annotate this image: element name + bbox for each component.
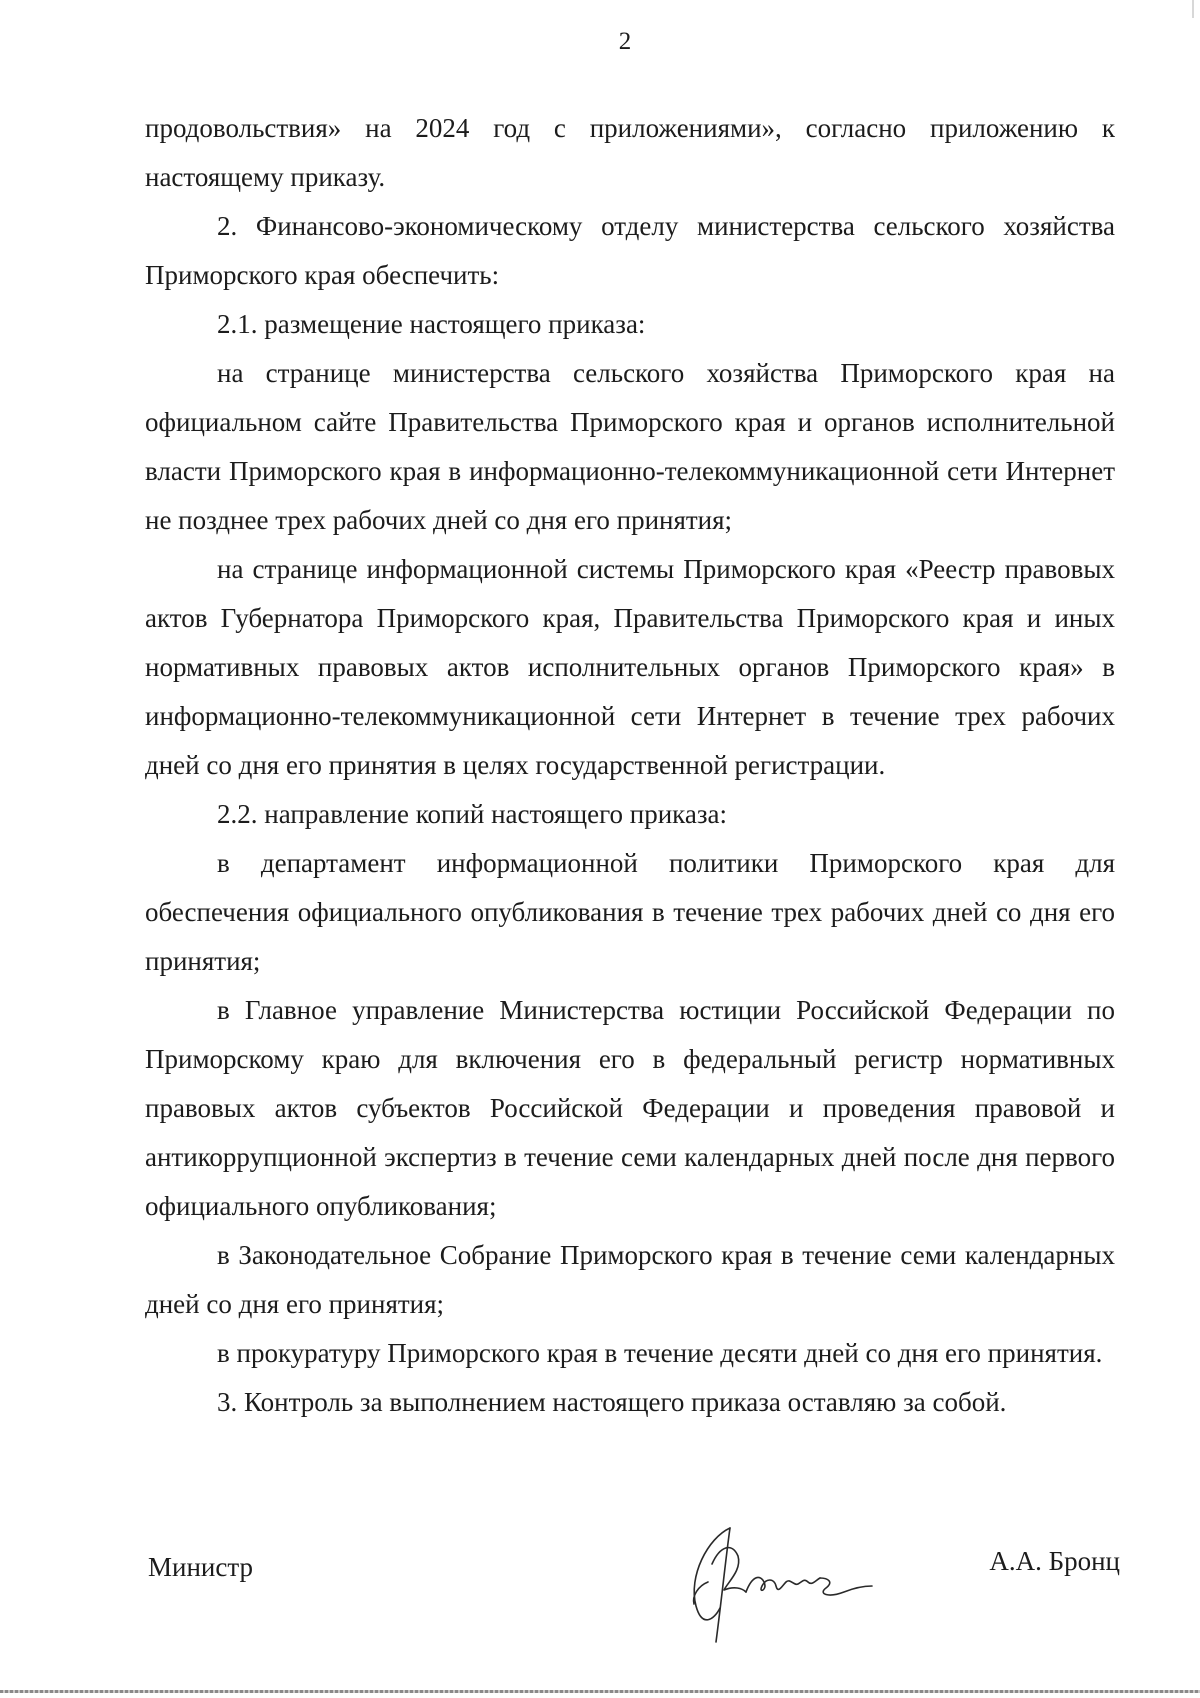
paragraph: в Главное управление Министерства юстиции Российской Федерации по Приморскому краю для включения его в федеральный регистр нормативных правовых актов субъектов Российской Федерации и проведения правовой и антикоррупционной экспертиз в течение семи календарных дней после дня первого официального опубликования; xyxy=(145,995,1115,1221)
paragraph: 2.1. размещение настоящего приказа: xyxy=(217,309,646,339)
paragraph: в прокуратуру Приморского края в течение десяти дней со дня его принятия. xyxy=(217,1338,1103,1368)
paragraph: 3. Контроль за выполнением настоящего приказа оставляю за собой. xyxy=(217,1387,1007,1417)
document-body xyxy=(145,104,1115,1427)
paragraph: в департамент информационной политики Приморского края для обеспечения официального опубликования в течение трех рабочих дней со дня его принятия; xyxy=(145,848,1115,976)
paragraph: в Законодательное Собрание Приморского края в течение семи календарных дней со дня его принятия; xyxy=(145,1240,1115,1319)
scan-edge-mark xyxy=(1192,0,1194,18)
signatory-title: Министр xyxy=(148,1552,253,1582)
handwritten-signature xyxy=(668,1516,878,1646)
signature-block xyxy=(148,1530,1120,1690)
scan-bottom-edge xyxy=(0,1690,1200,1693)
paragraph: продовольствия» на 2024 год с приложениями», согласно приложению к настоящему приказу. xyxy=(145,113,1115,192)
paragraph: 2.2. направление копий настоящего приказа: xyxy=(217,799,728,829)
signatory-name: А.А. Бронц xyxy=(989,1546,1120,1576)
paragraph: 2. Финансово-экономическому отделу министерства сельского хозяйства Приморского края обеспечить: xyxy=(145,211,1115,290)
paragraph: на странице министерства сельского хозяйства Приморского края на официальном сайте Правительства Приморского края и органов исполнительной власти Приморского края в информационно-телекоммуникационной сети Интернет не позднее трех рабочих дней со дня его принятия; xyxy=(145,358,1115,535)
page-number: 2 xyxy=(618,28,632,55)
paragraph: на странице информационной системы Приморского края «Реестр правовых актов Губернатора Приморского края, Правительства Приморского края и иных нормативных правовых актов исполнительных органов Приморского края» в информационно-телекоммуникационной сети Интернет в течение трех рабочих дней со дня его принятия в целях государственной регистрации. xyxy=(145,554,1115,780)
